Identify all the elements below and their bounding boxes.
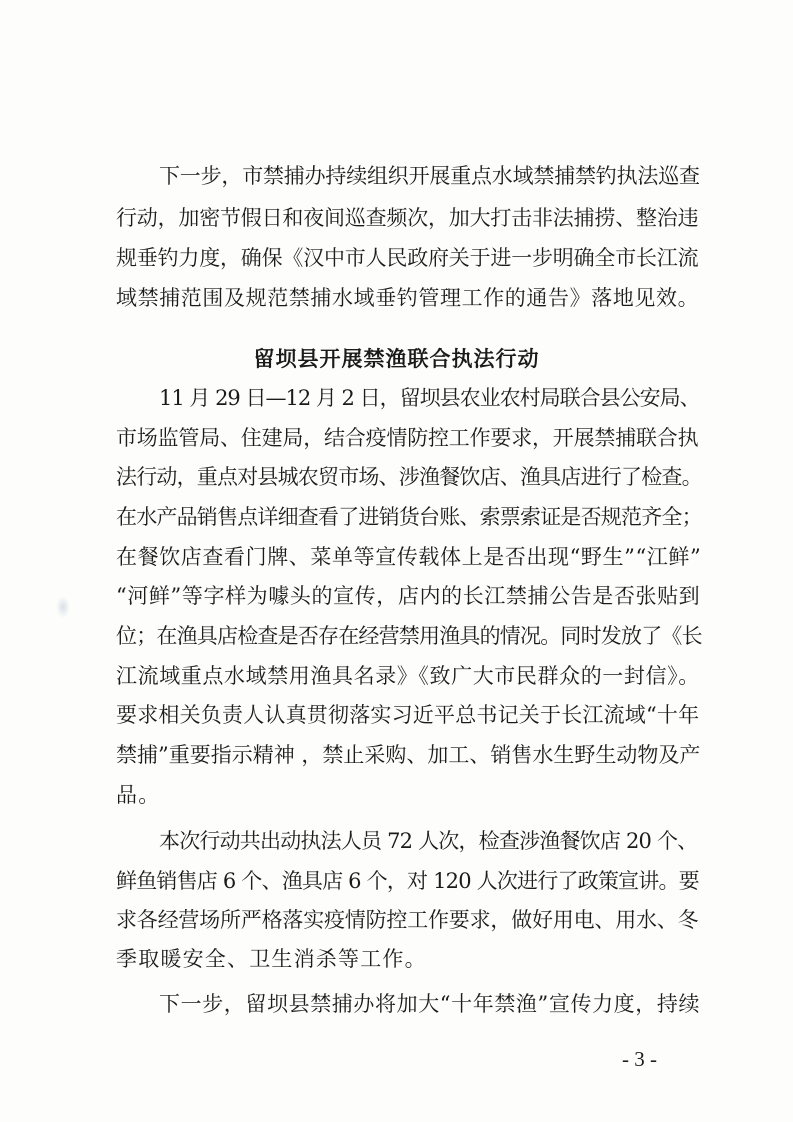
text-line: 法行动，重点对县城农贸市场、涉渔餐饮店、渔具店进行了检查。: [116, 465, 702, 489]
text-line: 季取暖安全、卫生消杀等工作。: [116, 947, 427, 971]
text-line: 市场监管局、住建局，结合疫情防控工作要求，开展禁捕联合执: [116, 426, 699, 450]
text-line: 位；在渔具店检查是否存在经营禁用渔具的情况。同时发放了《长: [116, 624, 702, 648]
text-line: 下一步，留坝县禁捕办将加大“十年禁渔”宣传力度，持续: [159, 992, 701, 1016]
text-line: “河鲜”等字样为噱头的宣传，店内的长江禁捕公告是否张贴到: [116, 584, 701, 608]
text-line: 域禁捕范围及规范禁捕水域垂钓管理工作的通告》落地见效。: [116, 286, 700, 310]
text-line: 下一步，市禁捕办持续组织开展重点水域禁捕禁钓执法巡查: [159, 164, 700, 188]
text-line: 求各经营场所严格落实疫情防控工作要求，做好用电、用水、冬: [116, 908, 699, 932]
text-line: 行动，加密节假日和夜间巡查频次，加大打击非法捕捞、整治违: [116, 206, 699, 230]
text-line: 禁捕”重要指示精神 ，禁止采购、加工、销售水生野生动物及产: [116, 743, 701, 767]
text-line: 规垂钓力度，确保《汉中市人民政府关于进一步明确全市长江流: [116, 246, 699, 270]
text-line: 本次行动共出动执法人员 72 人次，检查涉渔餐饮店 20 个、: [159, 829, 698, 853]
section-title: 留坝县开展禁渔联合执法行动: [253, 347, 540, 371]
text-line: 在水产品销售点详细查看了进销货台账、索票索证是否规范齐全；: [116, 505, 702, 529]
text-line: 要求相关负责人认真贯彻落实习近平总书记关于长江流域“十年: [116, 703, 700, 727]
scan-smudge: [56, 596, 70, 618]
text-line: 品。: [116, 783, 161, 807]
text-line: 11 月 29 日—12 月 2 日，留坝县农业农村局联合县公安局、: [159, 386, 700, 410]
page-number: - 3 -: [622, 1047, 657, 1071]
text-line: 在餐饮店查看门牌、菜单等宣传载体上是否出现“野生”“江鲜”: [116, 545, 702, 569]
text-line: 江流域重点水域禁用渔具名录》《致广大市民群众的一封信》。: [116, 664, 700, 688]
text-line: 鲜鱼销售店 6 个、渔具店 6 个，对 120 人次进行了政策宣讲。要: [116, 869, 699, 893]
